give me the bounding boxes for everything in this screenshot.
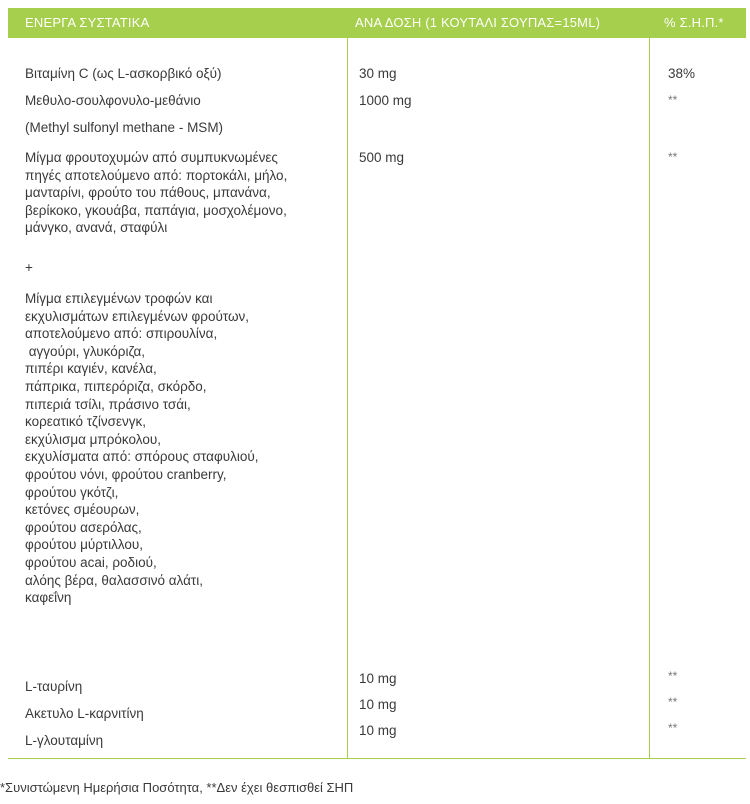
- ingredient-dose: 10 mg: [359, 671, 397, 686]
- ingredient-name: Μίγμα επιλεγμένων τροφών και εκχυλισμάτων επιλεγμένων φρούτων, αποτελούμενο από: σπιρουλίνα, αγγούρι, γλυκόριζα, πιπέρι καγιέν, κανέλα, πάπρικα, πιπερόριζα, σκόρδο, πιπεριά τσίλι, πράσινο τσάι, κορεατικό τζίνσενγκ, εκχύλισμα μπρόκολου, εκχυλίσματα από: σπόρους σταφυλιού, φρούτου νόνι, φρούτου cranberry, φρούτου γκότζι, κετόνες σμέουρων, φρούτου ασερόλας, φρούτου μύρτιλλου, φρούτου acai, ροδιού, αλόης βέρα, θαλασσινό αλάτι, καφεΐνη: [25, 291, 259, 606]
- ingredient-dose: 10 mg: [359, 723, 397, 738]
- ingredient-name: Ακετυλο L-καρνιτίνη: [25, 706, 144, 721]
- table-bottom-border: [8, 758, 746, 759]
- ingredient-name: (Methyl sulfonyl methane - MSM): [25, 120, 224, 135]
- ingredient-dose: 10 mg: [359, 697, 397, 712]
- ingredient-rda: **: [668, 695, 678, 709]
- ingredient-name: Μεθυλο-σουλφονυλο-μεθάνιο: [25, 93, 201, 108]
- ingredient-name: Βιταμίνη C (ως L-ασκορβικό οξύ): [25, 66, 222, 81]
- header-per-dose: ΑΝΑ ΔΟΣΗ (1 ΚΟΥΤΑΛΙ ΣΟΥΠΑΣ=15ML): [355, 15, 601, 30]
- ingredient-name: Μίγμα φρουτοχυμών από συμπυκνωμένες πηγές αποτελούμενο από: πορτοκάλι, μήλο, μανταρίνι, φρούτο του πάθους, μπανάνα, βερίκοκο, γκουάβα, παπάγια, μοσχολέμονο, μάνγκο, ανανά, σταφύλι: [25, 150, 288, 236]
- ingredient-rda: **: [668, 150, 678, 164]
- ingredient-rda: **: [668, 669, 678, 683]
- ingredient-plus: +: [25, 260, 33, 275]
- table-header: [8, 8, 746, 38]
- column-divider: [649, 38, 650, 759]
- ingredient-name: L-ταυρίνη: [25, 679, 83, 694]
- ingredient-dose: 1000 mg: [359, 93, 412, 108]
- header-rda-percent: % Σ.Η.Π.*: [664, 15, 724, 30]
- ingredients-table: [8, 8, 746, 759]
- footnote: *Συνιστώμενη Ημερήσια Ποσότητα, **Δεν έχει θεσπισθεί ΣΗΠ: [0, 780, 354, 795]
- ingredient-name: L-γλουταμίνη: [25, 733, 104, 748]
- ingredient-rda: **: [668, 721, 678, 735]
- column-divider: [347, 38, 348, 759]
- header-active-ingredients: ΕΝΕΡΓΑ ΣΥΣΤΑΤΙΚΑ: [25, 15, 150, 30]
- ingredient-rda: 38%: [668, 66, 696, 81]
- ingredient-dose: 500 mg: [359, 150, 405, 165]
- ingredient-dose: 30 mg: [359, 66, 397, 81]
- ingredient-rda: **: [668, 93, 678, 107]
